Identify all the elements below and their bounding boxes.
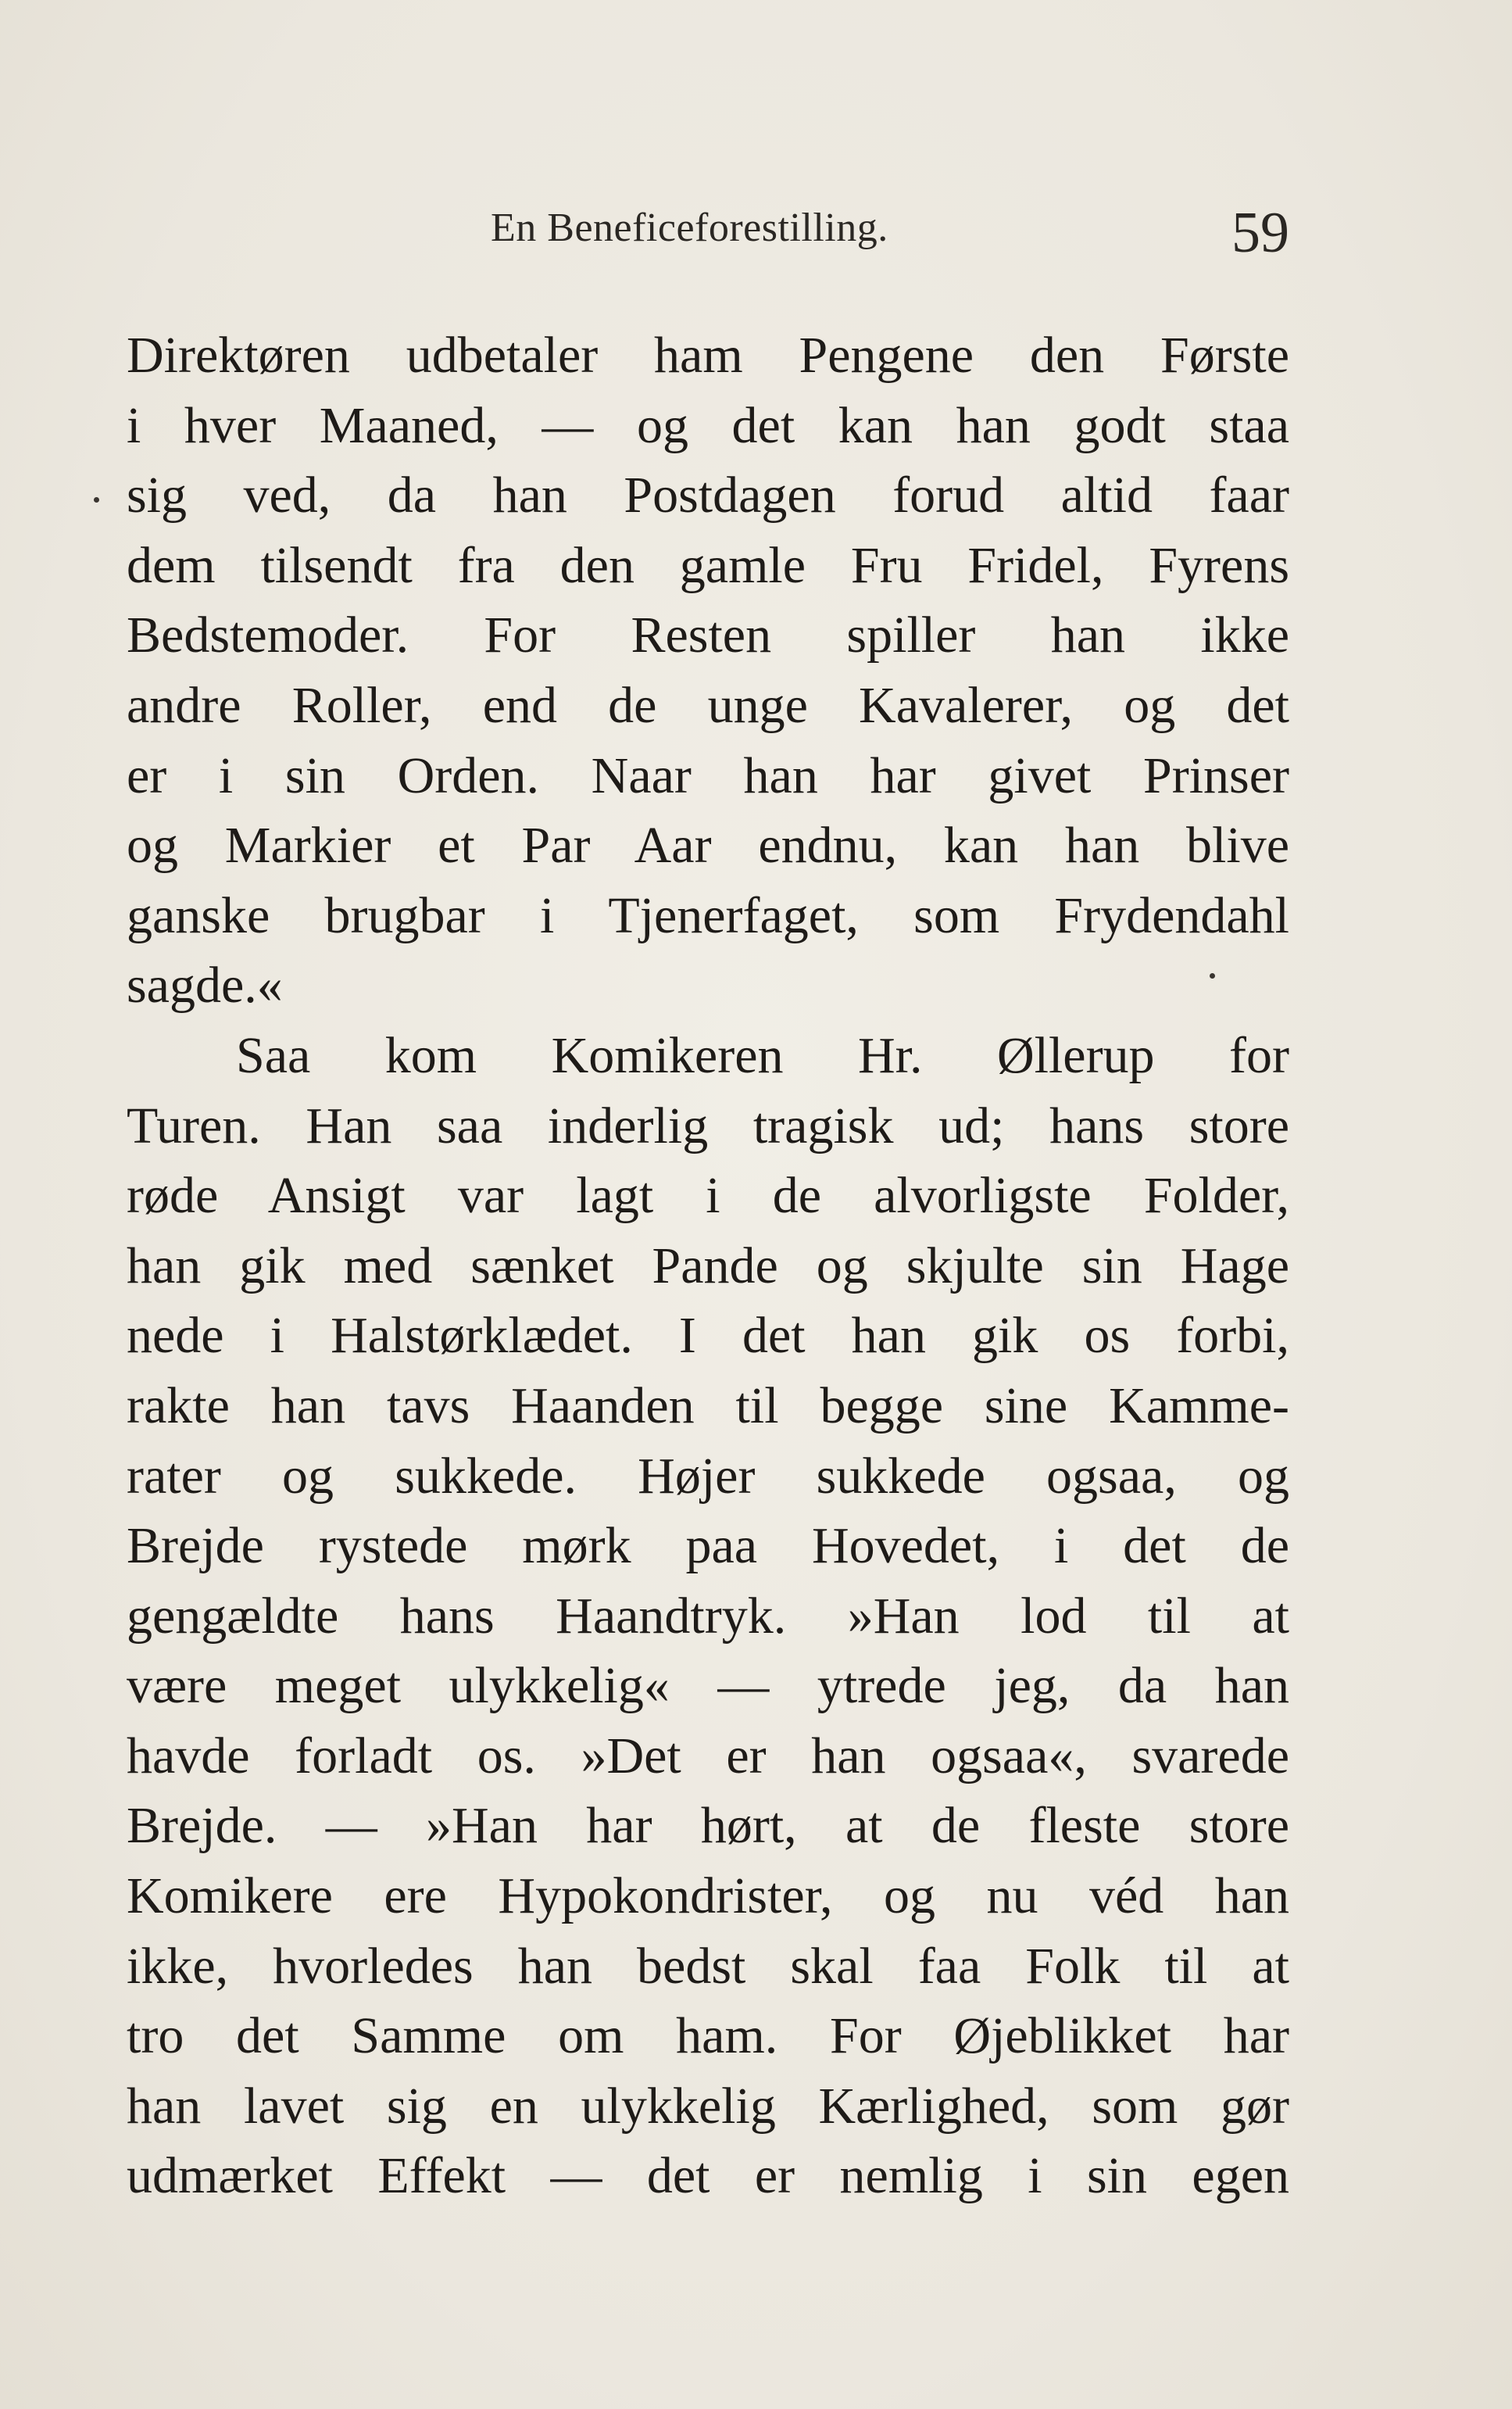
text-line-25: tro det Samme om ham. For Øjeblikket har xyxy=(127,2007,1289,2065)
text-line-16: rakte han tavs Haanden til begge sine Kamme- xyxy=(127,1376,1289,1434)
print-speck-left xyxy=(94,497,99,503)
text-line-22: Brejde. — »Han har hørt, at de fleste store xyxy=(127,1797,1289,1855)
text-line-19: gengældte hans Haandtryk. »Han lod til at xyxy=(127,1587,1289,1645)
text-line-11: Saa kom Komikeren Hr. Øllerup for xyxy=(236,1026,1289,1084)
text-line-20: være meget ulykkelig« — ytrede jeg, da han xyxy=(127,1657,1289,1715)
text-line-13: røde Ansigt var lagt i de alvorligste Folder, xyxy=(127,1167,1289,1225)
running-head xyxy=(0,201,1512,267)
text-line-5: Bedstemoder. For Resten spiller han ikke xyxy=(127,607,1289,664)
print-speck-right xyxy=(1210,973,1215,979)
text-line-15: nede i Halstørklædet. I det han gik os forbi, xyxy=(127,1307,1289,1365)
text-line-4: dem tilsendt fra den gamle Fru Fridel, Fyrens xyxy=(127,536,1289,594)
body-text xyxy=(127,320,1289,2211)
text-line-27: udmærket Effekt — det er nemlig i sin egen xyxy=(127,2147,1289,2205)
text-line-10: sagde.« xyxy=(127,957,283,1015)
text-line-12: Turen. Han saa inderlig tragisk ud; hans store xyxy=(127,1097,1289,1154)
text-line-3: sig ved, da han Postdagen forud altid faar xyxy=(127,467,1289,524)
text-line-23: Komikere ere Hypokondrister, og nu véd han xyxy=(127,1867,1289,1925)
text-line-8: og Markier et Par Aar endnu, kan han blive xyxy=(127,817,1289,875)
text-line-6: andre Roller, end de unge Kavalerer, og det xyxy=(127,676,1289,734)
text-line-2: i hver Maaned, — og det kan han godt staa xyxy=(127,396,1289,454)
text-line-17: rater og sukkede. Højer sukkede ogsaa, og xyxy=(127,1447,1289,1505)
text-line-26: han lavet sig en ulykkelig Kærlighed, som gør xyxy=(127,2077,1289,2135)
text-line-18: Brejde rystede mørk paa Hovedet, i det de xyxy=(127,1517,1289,1575)
text-line-7: er i sin Orden. Naar han har givet Prinser xyxy=(127,746,1289,804)
text-line-9: ganske brugbar i Tjenerfaget, som Frydendahl xyxy=(127,886,1289,944)
text-line-24: ikke, hvorledes han bedst skal faa Folk til at xyxy=(127,1937,1289,1995)
text-line-1: Direktøren udbetaler ham Pengene den Første xyxy=(127,327,1289,384)
text-line-21: havde forladt os. »Det er han ogsaa«, svarede xyxy=(127,1727,1289,1784)
running-title: En Beneficeforestilling. xyxy=(491,206,888,250)
text-line-14: han gik med sænket Pande og skjulte sin Hage xyxy=(127,1237,1289,1294)
page-number: 59 xyxy=(1231,201,1289,265)
